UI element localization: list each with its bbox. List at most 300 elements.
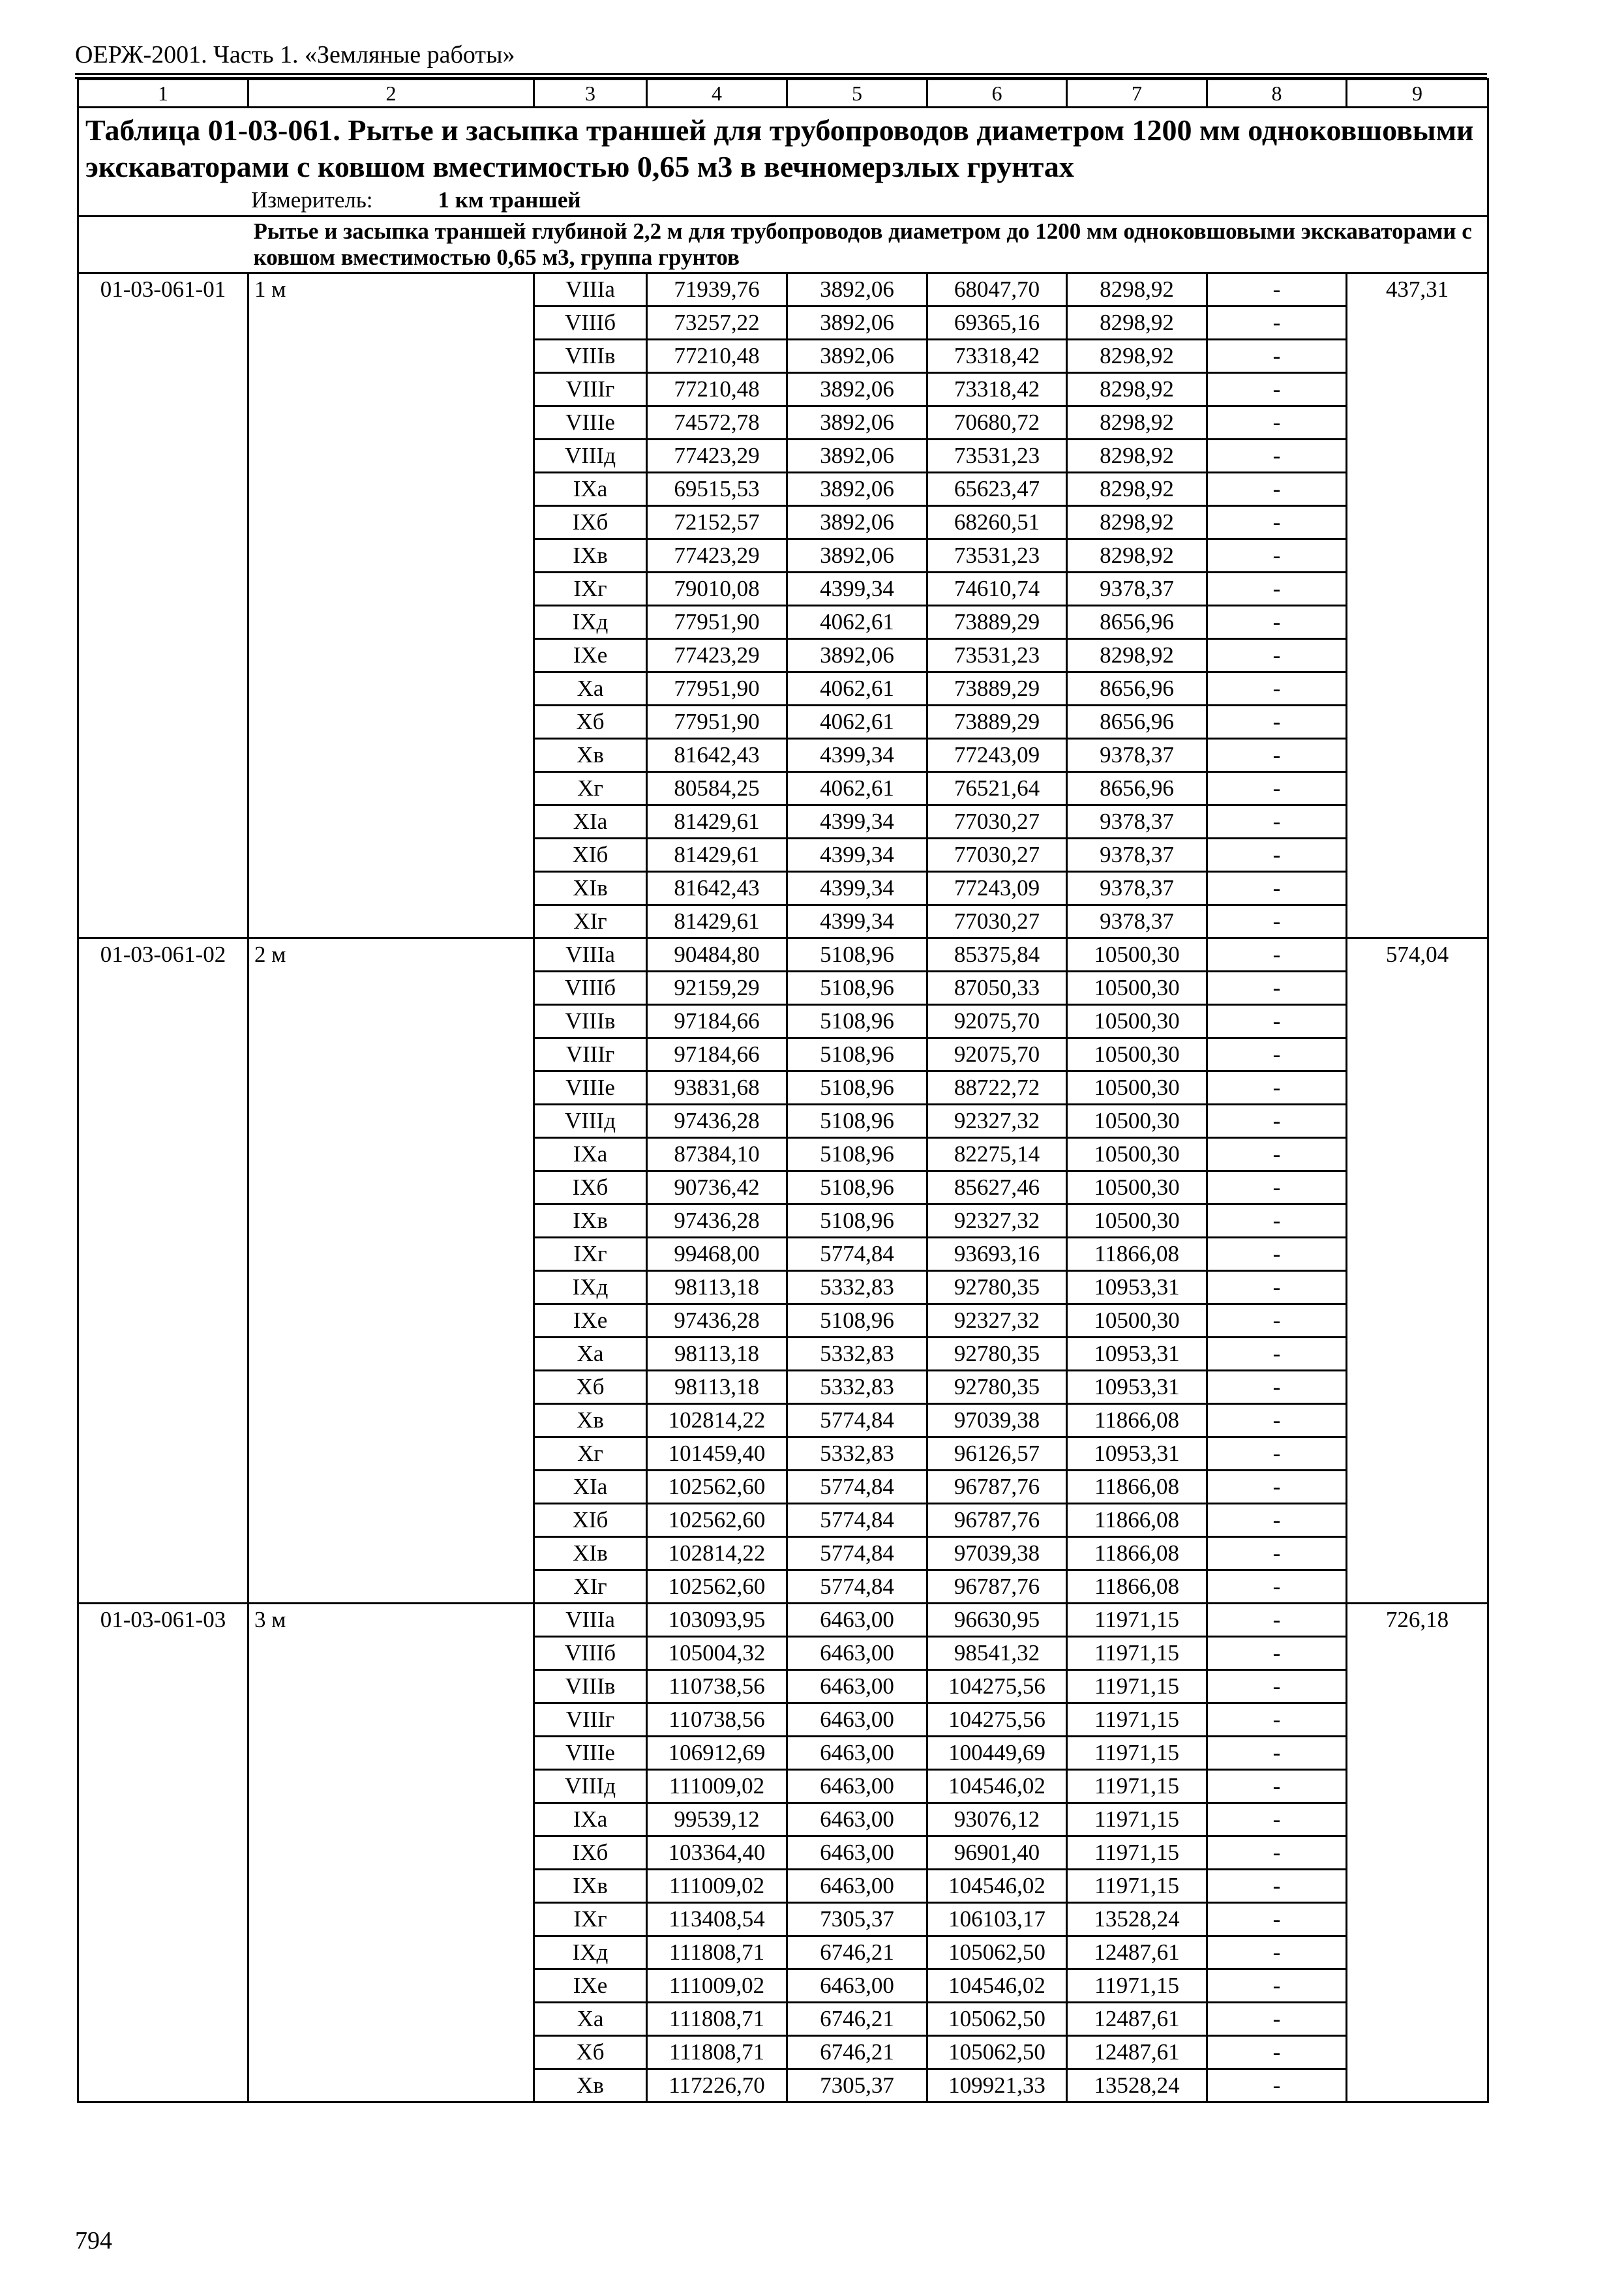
value-cell: 85375,84 xyxy=(927,938,1067,972)
value-cell: - xyxy=(1207,340,1347,373)
soil-group-cell: VIIIа xyxy=(534,273,647,307)
value-cell: 6463,00 xyxy=(787,1670,927,1703)
value-cell: 77210,48 xyxy=(647,340,787,373)
value-cell: 98113,18 xyxy=(647,1371,787,1404)
soil-group-cell: IXд xyxy=(534,1936,647,1969)
value-cell: 3892,06 xyxy=(787,340,927,373)
column-number-cell: 8 xyxy=(1207,80,1347,108)
value-cell: 106103,17 xyxy=(927,1903,1067,1936)
value-cell: 81429,61 xyxy=(647,839,787,872)
value-cell: 102562,60 xyxy=(647,1570,787,1604)
column-number-cell: 1 xyxy=(78,80,248,108)
value-cell: - xyxy=(1207,1903,1347,1936)
soil-group-cell: VIIIг xyxy=(534,1038,647,1071)
value-cell: 8298,92 xyxy=(1067,440,1207,473)
value-cell: 73318,42 xyxy=(927,373,1067,406)
column-number-cell: 3 xyxy=(534,80,647,108)
value-cell: 71939,76 xyxy=(647,273,787,307)
value-cell: 77030,27 xyxy=(927,839,1067,872)
value-cell: - xyxy=(1207,1238,1347,1271)
soil-group-cell: VIIIе xyxy=(534,406,647,440)
soil-group-cell: IXа xyxy=(534,1138,647,1171)
value-cell: 65623,47 xyxy=(927,473,1067,506)
soil-group-cell: IXе xyxy=(534,1969,647,2003)
value-cell: 104275,56 xyxy=(927,1670,1067,1703)
value-cell: - xyxy=(1207,506,1347,539)
soil-group-cell: IXв xyxy=(534,1204,647,1238)
value-cell: 6746,21 xyxy=(787,2036,927,2069)
value-cell: 5108,96 xyxy=(787,1005,927,1038)
price-table xyxy=(77,78,1489,2103)
value-cell: 5108,96 xyxy=(787,1204,927,1238)
value-cell: 111009,02 xyxy=(647,1870,787,1903)
value-cell: 6746,21 xyxy=(787,2003,927,2036)
value-cell: 5332,83 xyxy=(787,1371,927,1404)
value-cell: 7305,37 xyxy=(787,1903,927,1936)
soil-group-cell: VIIIе xyxy=(534,1071,647,1105)
value-cell: 105062,50 xyxy=(927,1936,1067,1969)
value-cell: 9378,37 xyxy=(1067,739,1207,772)
value-cell: 3892,06 xyxy=(787,440,927,473)
value-cell: 106912,69 xyxy=(647,1737,787,1770)
value-cell: 8298,92 xyxy=(1067,473,1207,506)
value-cell: - xyxy=(1207,905,1347,938)
value-cell: 13528,24 xyxy=(1067,1903,1207,1936)
value-cell: 5774,84 xyxy=(787,1404,927,1437)
value-cell: - xyxy=(1207,573,1347,606)
labor-cost: 726,18 xyxy=(1347,1604,1488,2102)
value-cell: 11971,15 xyxy=(1067,1870,1207,1903)
value-cell: 5774,84 xyxy=(787,1570,927,1604)
value-cell: 103093,95 xyxy=(647,1604,787,1637)
value-cell: - xyxy=(1207,1271,1347,1304)
value-cell: - xyxy=(1207,639,1347,672)
value-cell: 10500,30 xyxy=(1067,1071,1207,1105)
value-cell: - xyxy=(1207,1836,1347,1870)
soil-group-cell: VIIIб xyxy=(534,1637,647,1670)
rate-name: 1 м xyxy=(248,273,534,938)
soil-group-cell: VIIIа xyxy=(534,938,647,972)
value-cell: 92780,35 xyxy=(927,1338,1067,1371)
value-cell: 96787,76 xyxy=(927,1471,1067,1504)
value-cell: 73318,42 xyxy=(927,340,1067,373)
soil-group-cell: IXб xyxy=(534,506,647,539)
value-cell: 104546,02 xyxy=(927,1870,1067,1903)
value-cell: 90736,42 xyxy=(647,1171,787,1204)
soil-group-cell: IXб xyxy=(534,1171,647,1204)
value-cell: 10953,31 xyxy=(1067,1371,1207,1404)
value-cell: 77243,09 xyxy=(927,872,1067,905)
value-cell: - xyxy=(1207,373,1347,406)
value-cell: 11866,08 xyxy=(1067,1471,1207,1504)
value-cell: 3892,06 xyxy=(787,539,927,573)
value-cell: 69365,16 xyxy=(927,307,1067,340)
value-cell: - xyxy=(1207,2003,1347,2036)
value-cell: - xyxy=(1207,706,1347,739)
value-cell: - xyxy=(1207,672,1347,706)
value-cell: 105062,50 xyxy=(927,2036,1067,2069)
value-cell: - xyxy=(1207,1803,1347,1836)
value-cell: 5108,96 xyxy=(787,972,927,1005)
value-cell: 6463,00 xyxy=(787,1836,927,1870)
value-cell: - xyxy=(1207,1537,1347,1570)
value-cell: 3892,06 xyxy=(787,307,927,340)
value-cell: 103364,40 xyxy=(647,1836,787,1870)
value-cell: 81642,43 xyxy=(647,872,787,905)
value-cell: 87050,33 xyxy=(927,972,1067,1005)
column-number-cell: 4 xyxy=(647,80,787,108)
value-cell: 5108,96 xyxy=(787,1105,927,1138)
value-cell: 5332,83 xyxy=(787,1271,927,1304)
value-cell: 76521,64 xyxy=(927,772,1067,805)
value-cell: 10500,30 xyxy=(1067,1138,1207,1171)
value-cell: 98113,18 xyxy=(647,1338,787,1371)
value-cell: 11971,15 xyxy=(1067,1969,1207,2003)
value-cell: - xyxy=(1207,1604,1347,1637)
value-cell: - xyxy=(1207,1637,1347,1670)
value-cell: 77030,27 xyxy=(927,905,1067,938)
soil-group-cell: IXе xyxy=(534,1304,647,1338)
soil-group-cell: Xа xyxy=(534,1338,647,1371)
value-cell: 85627,46 xyxy=(927,1171,1067,1204)
value-cell: 97436,28 xyxy=(647,1304,787,1338)
soil-group-cell: IXг xyxy=(534,1903,647,1936)
value-cell: 68260,51 xyxy=(927,506,1067,539)
value-cell: - xyxy=(1207,1304,1347,1338)
value-cell: 73889,29 xyxy=(927,672,1067,706)
value-cell: 6463,00 xyxy=(787,1737,927,1770)
value-cell: 79010,08 xyxy=(647,573,787,606)
soil-group-cell: IXа xyxy=(534,1803,647,1836)
value-cell: - xyxy=(1207,1071,1347,1105)
value-cell: 10500,30 xyxy=(1067,938,1207,972)
value-cell: 73257,22 xyxy=(647,307,787,340)
value-cell: 111009,02 xyxy=(647,1770,787,1803)
value-cell: - xyxy=(1207,1138,1347,1171)
soil-group-cell: Xб xyxy=(534,1371,647,1404)
soil-group-cell: VIIIв xyxy=(534,340,647,373)
soil-group-cell: XIа xyxy=(534,805,647,839)
value-cell: - xyxy=(1207,473,1347,506)
value-cell: 73531,23 xyxy=(927,539,1067,573)
value-cell: 5332,83 xyxy=(787,1437,927,1471)
measure-line xyxy=(78,185,1488,217)
value-cell: 11971,15 xyxy=(1067,1637,1207,1670)
value-cell: 97039,38 xyxy=(927,1404,1067,1437)
value-cell: 92075,70 xyxy=(927,1005,1067,1038)
value-cell: 90484,80 xyxy=(647,938,787,972)
value-cell: 111808,71 xyxy=(647,1936,787,1969)
value-cell: 4399,34 xyxy=(787,872,927,905)
value-cell: 101459,40 xyxy=(647,1437,787,1471)
soil-group-cell: Xг xyxy=(534,1437,647,1471)
value-cell: 4399,34 xyxy=(787,839,927,872)
soil-group-cell: IXв xyxy=(534,539,647,573)
value-cell: 102562,60 xyxy=(647,1471,787,1504)
value-cell: 3892,06 xyxy=(787,273,927,307)
value-cell: 8298,92 xyxy=(1067,539,1207,573)
value-cell: 111009,02 xyxy=(647,1969,787,2003)
value-cell: 5774,84 xyxy=(787,1537,927,1570)
value-cell: 11971,15 xyxy=(1067,1703,1207,1737)
value-cell: 102562,60 xyxy=(647,1504,787,1537)
value-cell: - xyxy=(1207,1969,1347,2003)
labor-cost: 437,31 xyxy=(1347,273,1488,938)
value-cell: 74610,74 xyxy=(927,573,1067,606)
value-cell: 77210,48 xyxy=(647,373,787,406)
soil-group-cell: XIб xyxy=(534,839,647,872)
soil-group-cell: Xа xyxy=(534,2003,647,2036)
subheading: Рытье и засыпка траншей глубиной 2,2 м для трубопроводов диаметром до 1200 мм одноковшовыми экскаваторами с ковшом вместимостью 0,65 м3, группа грунтов xyxy=(248,217,1488,273)
value-cell: 10500,30 xyxy=(1067,1304,1207,1338)
value-cell: 5108,96 xyxy=(787,1138,927,1171)
soil-group-cell: XIг xyxy=(534,1570,647,1604)
value-cell: 73889,29 xyxy=(927,606,1067,639)
value-cell: 93076,12 xyxy=(927,1803,1067,1836)
soil-group-cell: IXв xyxy=(534,1870,647,1903)
value-cell: 10500,30 xyxy=(1067,1105,1207,1138)
value-cell: 110738,56 xyxy=(647,1703,787,1737)
value-cell: 92327,32 xyxy=(927,1204,1067,1238)
value-cell: 88722,72 xyxy=(927,1071,1067,1105)
value-cell: 4399,34 xyxy=(787,573,927,606)
soil-group-cell: IXа xyxy=(534,473,647,506)
value-cell: 105004,32 xyxy=(647,1637,787,1670)
table-row xyxy=(78,273,1488,307)
soil-group-cell: VIIIг xyxy=(534,373,647,406)
value-cell: 5332,83 xyxy=(787,1338,927,1371)
value-cell: 104546,02 xyxy=(927,1969,1067,2003)
value-cell: 99539,12 xyxy=(647,1803,787,1836)
value-cell: 5108,96 xyxy=(787,1038,927,1071)
soil-group-cell: IXе xyxy=(534,639,647,672)
value-cell: 4062,61 xyxy=(787,772,927,805)
soil-group-cell: VIIIд xyxy=(534,1770,647,1803)
value-cell: - xyxy=(1207,772,1347,805)
value-cell: 5774,84 xyxy=(787,1504,927,1537)
value-cell: 110738,56 xyxy=(647,1670,787,1703)
value-cell: 74572,78 xyxy=(647,406,787,440)
soil-group-cell: XIв xyxy=(534,1537,647,1570)
value-cell: 11971,15 xyxy=(1067,1604,1207,1637)
value-cell: - xyxy=(1207,1338,1347,1371)
value-cell: - xyxy=(1207,2036,1347,2069)
value-cell: 12487,61 xyxy=(1067,1936,1207,1969)
value-cell: 4399,34 xyxy=(787,905,927,938)
value-cell: 77951,90 xyxy=(647,606,787,639)
value-cell: 11971,15 xyxy=(1067,1803,1207,1836)
value-cell: 10500,30 xyxy=(1067,972,1207,1005)
measure-label: Измеритель: xyxy=(251,187,373,213)
value-cell: 102814,22 xyxy=(647,1404,787,1437)
soil-group-cell: XIб xyxy=(534,1504,647,1537)
value-cell: - xyxy=(1207,606,1347,639)
value-cell: 6463,00 xyxy=(787,1969,927,2003)
value-cell: 9378,37 xyxy=(1067,805,1207,839)
soil-group-cell: Xв xyxy=(534,2069,647,2102)
subheading-blank xyxy=(78,217,248,273)
column-number-cell: 2 xyxy=(248,80,534,108)
value-cell: 97039,38 xyxy=(927,1537,1067,1570)
value-cell: 81429,61 xyxy=(647,805,787,839)
value-cell: 11866,08 xyxy=(1067,1238,1207,1271)
value-cell: 96787,76 xyxy=(927,1570,1067,1604)
value-cell: 93693,16 xyxy=(927,1238,1067,1271)
value-cell: - xyxy=(1207,1670,1347,1703)
value-cell: - xyxy=(1207,1371,1347,1404)
soil-group-cell: Xв xyxy=(534,739,647,772)
column-number-cell: 7 xyxy=(1067,80,1207,108)
value-cell: - xyxy=(1207,972,1347,1005)
value-cell: 10500,30 xyxy=(1067,1038,1207,1071)
value-cell: 8298,92 xyxy=(1067,307,1207,340)
measure-value: 1 км траншей xyxy=(438,187,581,213)
soil-group-cell: XIа xyxy=(534,1471,647,1504)
soil-group-cell: VIIIд xyxy=(534,440,647,473)
value-cell: 117226,70 xyxy=(647,2069,787,2102)
value-cell: 9378,37 xyxy=(1067,905,1207,938)
value-cell: 5108,96 xyxy=(787,1304,927,1338)
value-cell: 77951,90 xyxy=(647,706,787,739)
soil-group-cell: VIIIб xyxy=(534,307,647,340)
value-cell: 8298,92 xyxy=(1067,273,1207,307)
value-cell: 8656,96 xyxy=(1067,772,1207,805)
value-cell: 8656,96 xyxy=(1067,606,1207,639)
value-cell: 92327,32 xyxy=(927,1105,1067,1138)
value-cell: - xyxy=(1207,1770,1347,1803)
value-cell: 6463,00 xyxy=(787,1803,927,1836)
value-cell: 8298,92 xyxy=(1067,373,1207,406)
value-cell: 10953,31 xyxy=(1067,1437,1207,1471)
value-cell: 9378,37 xyxy=(1067,573,1207,606)
value-cell: 7305,37 xyxy=(787,2069,927,2102)
soil-group-cell: XIг xyxy=(534,905,647,938)
column-number-cell: 6 xyxy=(927,80,1067,108)
value-cell: 96901,40 xyxy=(927,1836,1067,1870)
value-cell: 8298,92 xyxy=(1067,639,1207,672)
value-cell: - xyxy=(1207,1005,1347,1038)
value-cell: - xyxy=(1207,406,1347,440)
rate-name: 2 м xyxy=(248,938,534,1604)
soil-group-cell: IXд xyxy=(534,1271,647,1304)
value-cell: 4399,34 xyxy=(787,739,927,772)
value-cell: 10953,31 xyxy=(1067,1271,1207,1304)
value-cell: 6463,00 xyxy=(787,1770,927,1803)
soil-group-cell: VIIIг xyxy=(534,1703,647,1737)
value-cell: 4062,61 xyxy=(787,606,927,639)
value-cell: 11866,08 xyxy=(1067,1404,1207,1437)
value-cell: - xyxy=(1207,1437,1347,1471)
value-cell: 6463,00 xyxy=(787,1870,927,1903)
value-cell: 8656,96 xyxy=(1067,672,1207,706)
table-row xyxy=(78,1604,1488,1637)
value-cell: 4062,61 xyxy=(787,672,927,706)
value-cell: 9378,37 xyxy=(1067,839,1207,872)
value-cell: 10500,30 xyxy=(1067,1204,1207,1238)
value-cell: 10500,30 xyxy=(1067,1005,1207,1038)
value-cell: 8298,92 xyxy=(1067,406,1207,440)
value-cell: 5108,96 xyxy=(787,1171,927,1204)
soil-group-cell: IXд xyxy=(534,606,647,639)
value-cell: 92075,70 xyxy=(927,1038,1067,1071)
soil-group-cell: Xб xyxy=(534,706,647,739)
labor-cost: 574,04 xyxy=(1347,938,1488,1604)
value-cell: 11866,08 xyxy=(1067,1537,1207,1570)
value-cell: 104275,56 xyxy=(927,1703,1067,1737)
value-cell: 93831,68 xyxy=(647,1071,787,1105)
value-cell: 73531,23 xyxy=(927,639,1067,672)
running-header: ОЕРЖ-2001. Часть 1. «Земляные работы» xyxy=(75,41,515,68)
value-cell: - xyxy=(1207,1404,1347,1437)
value-cell: 105062,50 xyxy=(927,2003,1067,2036)
soil-group-cell: VIIIа xyxy=(534,1604,647,1637)
value-cell: 77423,29 xyxy=(647,539,787,573)
value-cell: 104546,02 xyxy=(927,1770,1067,1803)
value-cell: - xyxy=(1207,1204,1347,1238)
value-cell: 6463,00 xyxy=(787,1703,927,1737)
rate-code: 01-03-061-02 xyxy=(78,938,248,1604)
value-cell: 77243,09 xyxy=(927,739,1067,772)
column-number-row xyxy=(78,80,1488,108)
value-cell: - xyxy=(1207,805,1347,839)
value-cell: 11971,15 xyxy=(1067,1670,1207,1703)
value-cell: 5108,96 xyxy=(787,938,927,972)
value-cell: 96126,57 xyxy=(927,1437,1067,1471)
value-cell: - xyxy=(1207,872,1347,905)
soil-group-cell: Xг xyxy=(534,772,647,805)
soil-group-cell: IXг xyxy=(534,1238,647,1271)
value-cell: 6463,00 xyxy=(787,1604,927,1637)
value-cell: - xyxy=(1207,1737,1347,1770)
value-cell: 97436,28 xyxy=(647,1105,787,1138)
value-cell: 77423,29 xyxy=(647,639,787,672)
header-rule xyxy=(75,73,1487,75)
rate-name: 3 м xyxy=(248,1604,534,2102)
value-cell: 4062,61 xyxy=(787,706,927,739)
value-cell: 10500,30 xyxy=(1067,1171,1207,1204)
value-cell: - xyxy=(1207,539,1347,573)
value-cell: 72152,57 xyxy=(647,506,787,539)
value-cell: - xyxy=(1207,839,1347,872)
value-cell: 102814,22 xyxy=(647,1537,787,1570)
value-cell: 11971,15 xyxy=(1067,1770,1207,1803)
value-cell: 92780,35 xyxy=(927,1271,1067,1304)
value-cell: 6463,00 xyxy=(787,1637,927,1670)
page-number: 794 xyxy=(75,2227,112,2254)
value-cell: 12487,61 xyxy=(1067,2003,1207,2036)
value-cell: - xyxy=(1207,1471,1347,1504)
value-cell: 73889,29 xyxy=(927,706,1067,739)
value-cell: - xyxy=(1207,938,1347,972)
value-cell: 80584,25 xyxy=(647,772,787,805)
value-cell: 70680,72 xyxy=(927,406,1067,440)
soil-group-cell: XIв xyxy=(534,872,647,905)
column-number-cell: 5 xyxy=(787,80,927,108)
value-cell: - xyxy=(1207,1703,1347,1737)
value-cell: 77951,90 xyxy=(647,672,787,706)
soil-group-cell: VIIIв xyxy=(534,1670,647,1703)
soil-group-cell: VIIIв xyxy=(534,1005,647,1038)
value-cell: 3892,06 xyxy=(787,506,927,539)
column-number-cell: 9 xyxy=(1347,80,1488,108)
value-cell: - xyxy=(1207,1570,1347,1604)
value-cell: - xyxy=(1207,440,1347,473)
value-cell: - xyxy=(1207,273,1347,307)
value-cell: 4399,34 xyxy=(787,805,927,839)
value-cell: 92780,35 xyxy=(927,1371,1067,1404)
value-cell: 5108,96 xyxy=(787,1071,927,1105)
value-cell: - xyxy=(1207,739,1347,772)
